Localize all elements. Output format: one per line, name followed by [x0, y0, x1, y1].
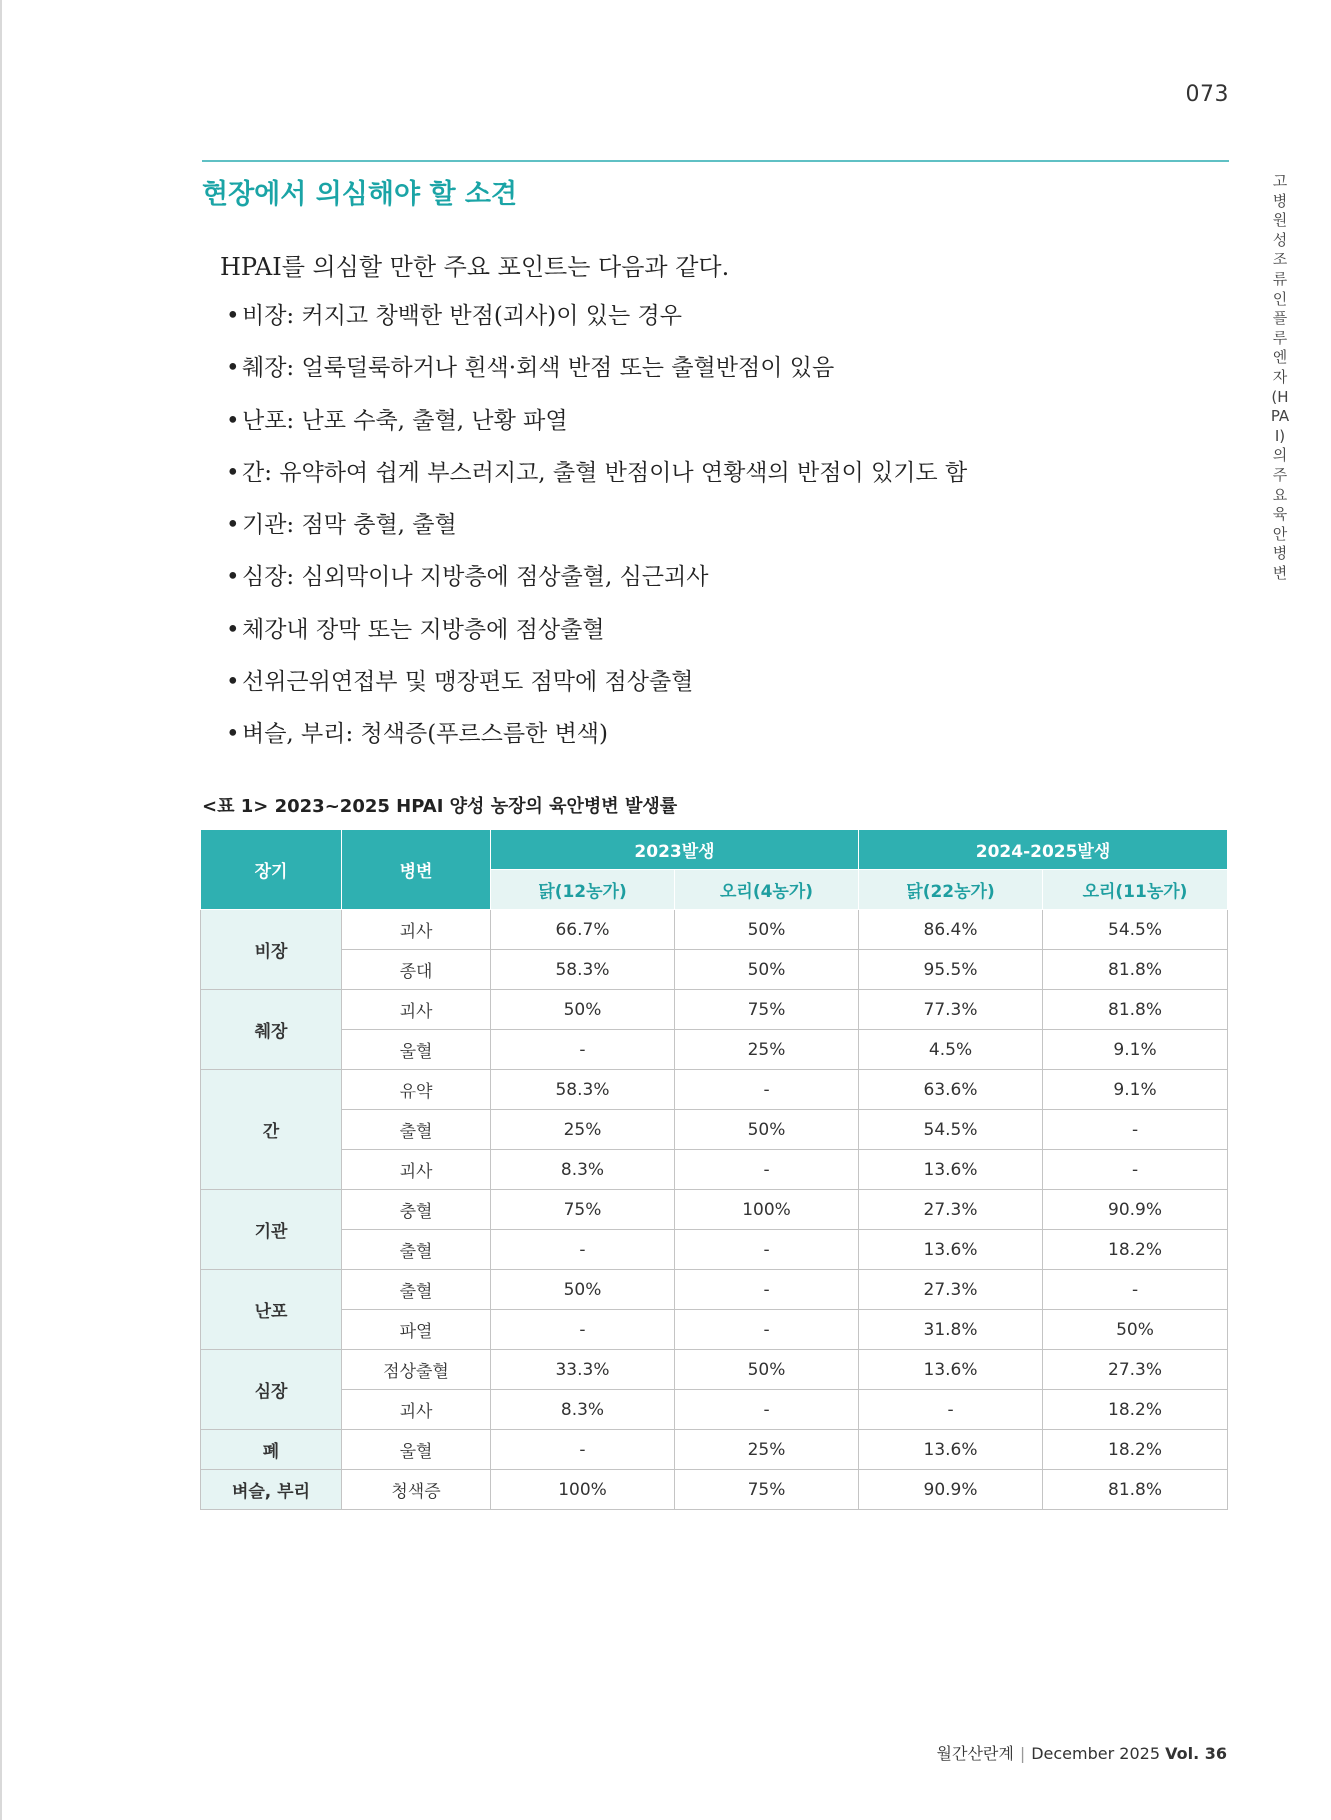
value-cell: -	[675, 1150, 859, 1190]
bullet-item	[226, 715, 967, 767]
table-row	[201, 1030, 1228, 1070]
value-cell: 27.3%	[1043, 1350, 1228, 1390]
table-row	[201, 1430, 1228, 1470]
bullet-dot: •	[226, 669, 240, 696]
value-cell: -	[859, 1390, 1043, 1430]
value-cell: 13.6%	[859, 1350, 1043, 1390]
bullet-item	[226, 402, 967, 454]
value-cell: 95.5%	[859, 950, 1043, 990]
header-rule	[202, 160, 1229, 162]
table-row	[201, 950, 1228, 990]
value-cell: 100%	[675, 1190, 859, 1230]
table-row	[201, 1110, 1228, 1150]
bullet-text: 난포: 난포 수축, 출혈, 난황 파열	[242, 407, 568, 434]
value-cell: 18.2%	[1043, 1430, 1228, 1470]
value-cell: -	[675, 1390, 859, 1430]
table-row	[201, 1390, 1228, 1430]
value-cell: -	[1043, 1270, 1228, 1310]
value-cell: -	[675, 1270, 859, 1310]
value-cell: 8.3%	[491, 1390, 675, 1430]
bullet-text: 기관: 점막 충혈, 출혈	[242, 512, 457, 539]
lesion-cell: 점상출혈	[342, 1350, 491, 1390]
value-cell: 13.6%	[859, 1150, 1043, 1190]
table-row	[201, 1190, 1228, 1230]
value-cell: 58.3%	[491, 950, 675, 990]
value-cell: 50%	[1043, 1310, 1228, 1350]
header-group-2024-2025: 2024-2025발생	[859, 830, 1228, 870]
value-cell: 9.1%	[1043, 1070, 1228, 1110]
header-organ: 장기	[201, 830, 342, 910]
lesion-cell: 괴사	[342, 990, 491, 1030]
bullet-dot: •	[226, 303, 240, 329]
value-cell: 50%	[491, 1270, 675, 1310]
value-cell: 27.3%	[859, 1190, 1043, 1230]
value-cell: 25%	[675, 1030, 859, 1070]
bullet-item	[226, 663, 967, 715]
side-running-title: 고병원성 조류인플루엔자(HPAI)의 주요 육안 병변	[1270, 172, 1290, 582]
value-cell: -	[1043, 1150, 1228, 1190]
table-row	[201, 1230, 1228, 1270]
lesion-cell: 괴사	[342, 1390, 491, 1430]
symptom-bullet-list	[226, 297, 967, 768]
bullet-text: 비장: 커지고 창백한 반점(괴사)이 있는 경우	[242, 303, 682, 329]
value-cell: 25%	[491, 1110, 675, 1150]
value-cell: 13.6%	[859, 1430, 1043, 1470]
intro-text: HPAI를 의심할 만한 주요 포인트는 다음과 같다.	[220, 253, 730, 281]
lesion-cell: 종대	[342, 950, 491, 990]
page-footer	[937, 1741, 1227, 1764]
value-cell: 81.8%	[1043, 990, 1228, 1030]
magazine-name: 월간산란계	[936, 1744, 1014, 1763]
value-cell: -	[675, 1070, 859, 1110]
bullet-item	[226, 558, 967, 610]
header-chicken-2023: 닭(12농가)	[491, 870, 675, 910]
table-row	[201, 1150, 1228, 1190]
value-cell: 81.8%	[1043, 1470, 1228, 1510]
page-edge-rule	[0, 0, 2, 1820]
value-cell: 50%	[675, 1110, 859, 1150]
value-cell: 50%	[675, 910, 859, 950]
organ-cell: 폐	[201, 1430, 342, 1470]
value-cell: 77.3%	[859, 990, 1043, 1030]
value-cell: -	[491, 1430, 675, 1470]
value-cell: 86.4%	[859, 910, 1043, 950]
bullet-dot: •	[226, 721, 240, 748]
value-cell: 50%	[491, 990, 675, 1030]
organ-cell: 난포	[201, 1270, 342, 1350]
bullet-text: 간: 유약하여 쉽게 부스러지고, 출혈 반점이나 연황색의 반점이 있기도 함	[242, 459, 968, 486]
bullet-text: 췌장: 얼룩덜룩하거나 흰색·회색 반점 또는 출혈반점이 있음	[242, 355, 835, 382]
footer-separator: |	[1019, 1744, 1026, 1763]
table-row	[201, 910, 1228, 950]
organ-cell: 간	[201, 1070, 342, 1190]
lesion-cell: 충혈	[342, 1190, 491, 1230]
lesion-cell: 울혈	[342, 1430, 491, 1470]
lesion-cell: 울혈	[342, 1030, 491, 1070]
organ-cell: 비장	[201, 910, 342, 990]
value-cell: 18.2%	[1043, 1390, 1228, 1430]
bullet-dot: •	[226, 355, 240, 382]
section-heading: 현장에서 의심해야 할 소견	[202, 179, 518, 210]
lesion-cell: 청색증	[342, 1470, 491, 1510]
value-cell: -	[675, 1230, 859, 1270]
table-caption: <표 1> 2023~2025 HPAI 양성 농장의 육안병변 발생률	[202, 796, 678, 817]
value-cell: 50%	[675, 1350, 859, 1390]
value-cell: 9.1%	[1043, 1030, 1228, 1070]
bullet-item	[226, 611, 967, 663]
lesion-cell: 출혈	[342, 1110, 491, 1150]
lesion-cell: 출혈	[342, 1270, 491, 1310]
lesion-cell: 출혈	[342, 1230, 491, 1270]
value-cell: 58.3%	[491, 1070, 675, 1110]
value-cell: 4.5%	[859, 1030, 1043, 1070]
header-duck-2024: 오리(11농가)	[1043, 870, 1228, 910]
value-cell: 75%	[675, 1470, 859, 1510]
lesion-cell: 파열	[342, 1310, 491, 1350]
value-cell: 90.9%	[1043, 1190, 1228, 1230]
value-cell: 100%	[491, 1470, 675, 1510]
bullet-dot: •	[226, 459, 240, 486]
lesion-incidence-table	[200, 829, 1228, 1510]
value-cell: 25%	[675, 1430, 859, 1470]
value-cell: 50%	[675, 950, 859, 990]
value-cell: -	[491, 1310, 675, 1350]
value-cell: 13.6%	[859, 1230, 1043, 1270]
table-row	[201, 1270, 1228, 1310]
header-chicken-2024: 닭(22농가)	[859, 870, 1043, 910]
bullet-dot: •	[226, 564, 240, 591]
volume-number: Vol. 36	[1165, 1744, 1227, 1763]
value-cell: -	[1043, 1110, 1228, 1150]
value-cell: 27.3%	[859, 1270, 1043, 1310]
organ-cell: 벼슬, 부리	[201, 1470, 342, 1510]
value-cell: 33.3%	[491, 1350, 675, 1390]
bullet-item	[226, 506, 967, 558]
bullet-item	[226, 349, 967, 401]
value-cell: -	[675, 1310, 859, 1350]
table-row	[201, 1350, 1228, 1390]
bullet-dot: •	[226, 616, 240, 643]
bullet-text: 벼슬, 부리: 청색증(푸르스름한 변색)	[242, 721, 608, 748]
header-duck-2023: 오리(4농가)	[675, 870, 859, 910]
header-group-2023: 2023발생	[491, 830, 859, 870]
value-cell: 54.5%	[1043, 910, 1228, 950]
value-cell: 90.9%	[859, 1470, 1043, 1510]
value-cell: 54.5%	[859, 1110, 1043, 1150]
header-lesion: 병변	[342, 830, 491, 910]
lesion-cell: 괴사	[342, 910, 491, 950]
organ-cell: 심장	[201, 1350, 342, 1430]
value-cell: 8.3%	[491, 1150, 675, 1190]
bullet-item	[226, 297, 967, 349]
value-cell: -	[491, 1230, 675, 1270]
bullet-text: 선위근위연접부 및 맹장편도 점막에 점상출혈	[242, 669, 694, 696]
organ-cell: 췌장	[201, 990, 342, 1070]
organ-cell: 기관	[201, 1190, 342, 1270]
table-row	[201, 1310, 1228, 1350]
table-row	[201, 990, 1228, 1030]
lesion-cell: 괴사	[342, 1150, 491, 1190]
lesion-cell: 유약	[342, 1070, 491, 1110]
value-cell: 75%	[491, 1190, 675, 1230]
page-number: 073	[1185, 82, 1229, 107]
bullet-dot: •	[226, 407, 240, 434]
bullet-text: 체강내 장막 또는 지방층에 점상출혈	[242, 616, 605, 643]
value-cell: 75%	[675, 990, 859, 1030]
value-cell: 66.7%	[491, 910, 675, 950]
bullet-dot: •	[226, 512, 240, 539]
value-cell: 63.6%	[859, 1070, 1043, 1110]
table-row	[201, 1470, 1228, 1510]
value-cell: 18.2%	[1043, 1230, 1228, 1270]
value-cell: -	[491, 1030, 675, 1070]
value-cell: 81.8%	[1043, 950, 1228, 990]
table-row	[201, 1070, 1228, 1110]
bullet-item	[226, 454, 967, 506]
value-cell: 31.8%	[859, 1310, 1043, 1350]
issue-date: December 2025	[1031, 1744, 1160, 1763]
bullet-text: 심장: 심외막이나 지방층에 점상출혈, 심근괴사	[242, 564, 709, 591]
